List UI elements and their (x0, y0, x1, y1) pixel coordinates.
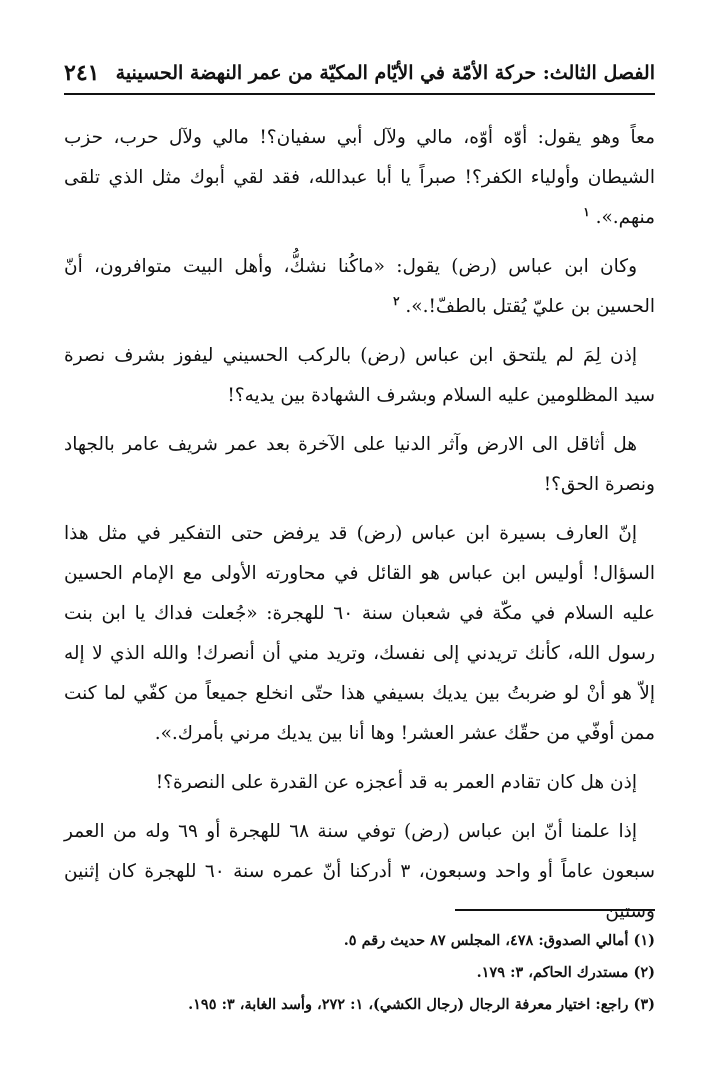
paragraph: وكان ابن عباس (رض) يقول: «ماكُنا نشكُّ، وأهل البيت متوافرون، أنّ الحسين بن عليّ يُقتل بالطفّ!.». $^٢$ (64, 256, 655, 317)
paragraph: إذن هل كان تقادم العمر به قد أعجزه عن القدرة على النصرة؟! (155, 772, 637, 793)
paragraph: معاً وهو يقول: أوّه أوّه، مالي ولآل أبي سفيان؟! مالي ولآل حرب، حزب الشيطان وأولياء الكفر؟! صبراً يا أبا عبدالله، فقد لقي أبوك مثل الذي تلقى منهم.». $^١$ (64, 127, 655, 228)
paragraph: إذا علمنا أنّ ابن عباس (رض) توفي سنة ٦٨ للهجرة أو ٦٩ وله من العمر سبعون عاماً أو واحد وسبعون، ٣ أدركنا أنّ عمره سنة ٦٠ للهجرة كان إثنين وستين (64, 821, 655, 922)
footnotes (64, 925, 655, 1021)
footnote: (١) أمالي الصدوق: ٤٧٨، المجلس ٨٧ حديث رقم ٥. (343, 932, 655, 949)
main-text (64, 118, 655, 941)
chapter-title: الفصل الثالث: حركة الأمّة في الأيّام المكيّة من عمر النهضة الحسينية (115, 62, 655, 84)
footnote: (٣) راجع: اختيار معرفة الرجال (رجال الكشي)، ١: ٢٧٢، وأسد الغابة، ٣: ١٩٥. (188, 996, 655, 1013)
paragraph: إنّ العارف بسيرة ابن عباس (رض) قد يرفض حتى التفكير في مثل هذا السؤال! أوليس ابن عباس هو القائل في محاورته الأولى مع الإمام الحسين عليه السلام في مكّة في شعبان سنة ٦٠ للهجرة: «جُعلت فداك يا ابن بنت رسول الله، كأنك تريدني إلى نفسك، وتريد مني أن أنصرك! والله الذي لا إله إلاّ هو أنْ لو ضربتُ بين يديك بسيفي هذا حتّى انخلع جميعاً من كفّي لما كنت ممن أوفّي من حقّك عشر العشر! وها أنا بين يديك مرني بأمرك.». (64, 523, 655, 744)
page-number: ٢٤١ (64, 60, 100, 86)
footnote-marker: ١ (583, 204, 590, 219)
header-divider (64, 93, 655, 95)
footnote: (٢) مستدرك الحاكم، ٣: ١٧٩. (476, 964, 655, 981)
footnote-marker: ٢ (393, 293, 400, 308)
paragraph: إذن لِمَ لم يلتحق ابن عباس (رض) بالركب الحسيني ليفوز بشرف نصرة سيد المظلومين عليه السلام وبشرف الشهادة بين يديه؟! (64, 345, 655, 406)
running-header (64, 56, 655, 90)
footnote-divider (455, 909, 655, 911)
paragraph: هل أثاقل الى الارض وآثر الدنيا على الآخرة بعد عمر شريف عامر بالجهاد ونصرة الحق؟! (64, 434, 655, 495)
